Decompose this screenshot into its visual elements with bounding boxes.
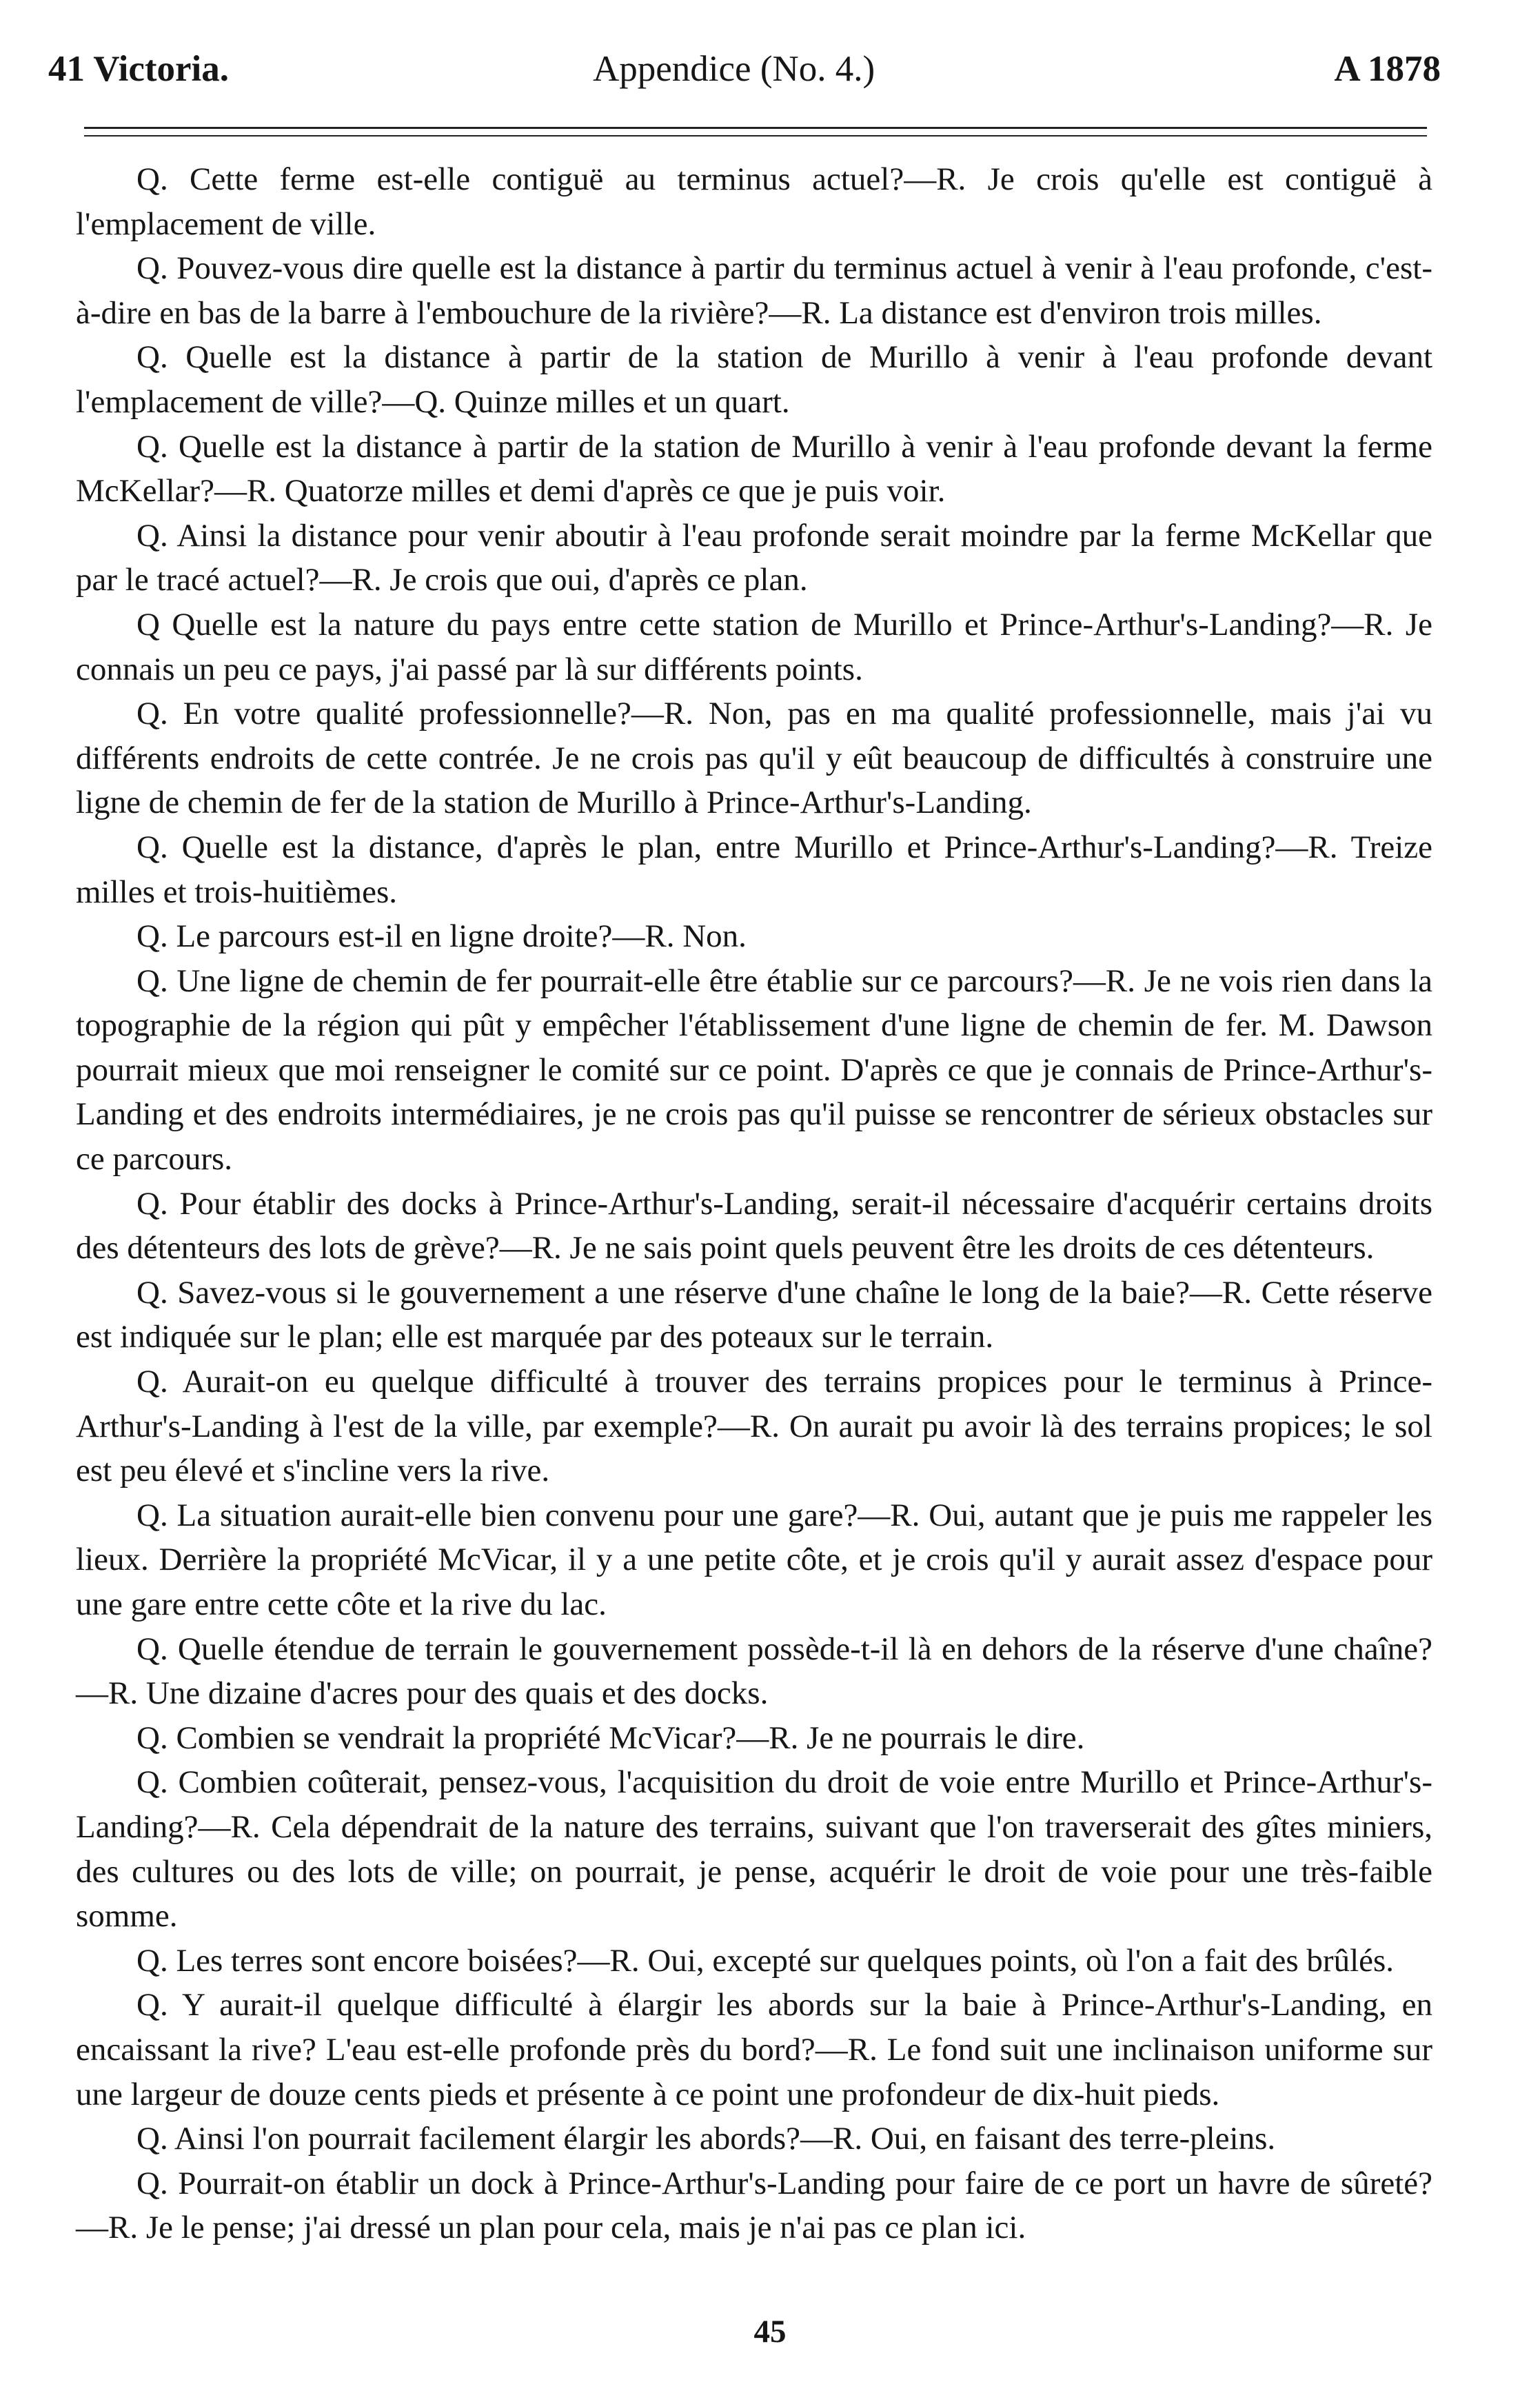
header-appendix: Appendice (No. 4.) — [593, 49, 875, 89]
paragraph: Q. Quelle est la distance à partir de la station de Murillo à venir à l'eau profonde devant la ferme McKellar?—R. Quatorze milles et demi d'après ce que je puis voir. — [76, 428, 1432, 509]
paragraph: Q. Ainsi la distance pour venir aboutir à l'eau profonde serait moindre par la ferme McKellar que par le tracé actuel?—R. Je crois que oui, d'après ce plan. — [76, 517, 1432, 598]
running-header — [34, 41, 1441, 97]
paragraph: Q. Quelle est la distance, d'après le plan, entre Murillo et Prince-Arthur's-Landing?—R. Treize milles et trois-huitièmes. — [76, 829, 1432, 910]
paragraph: Q. La situation aurait-elle bien convenu pour une gare?—R. Oui, autant que je puis me rappeler les lieux. Derrière la propriété McVicar, il y a une petite côte, et je crois qu'il y aurait assez d'espace pour une gare entre cette côte et la rive du lac. — [76, 1497, 1432, 1622]
paragraph: Q. Quelle étendue de terrain le gouvernement possède-t-il là en dehors de la réserve d'une chaîne?—R. Une dizaine d'acres pour des quais et des docks. — [76, 1630, 1432, 1712]
page-number: 45 — [753, 2314, 787, 2350]
paragraph: Q. Savez-vous si le gouvernement a une réserve d'une chaîne le long de la baie?—R. Cette réserve est indiquée sur le plan; elle est marquée par des poteaux sur le terrain. — [76, 1274, 1432, 1355]
paragraph: Q Quelle est la nature du pays entre cette station de Murillo et Prince-Arthur's-Landing?—R. Je connais un peu ce pays, j'ai passé par là sur différents points. — [76, 606, 1432, 687]
paragraph: Q. Le parcours est-il en ligne droite?—R. Non. — [136, 918, 747, 955]
paragraph: Q. Une ligne de chemin de fer pourrait-elle être établie sur ce parcours?—R. Je ne vois rien dans la topographie de la région qui pût y empêcher l'établissement d'une ligne de chemin de fer. M. Dawson pourrait mieux que moi renseigner le comité sur ce point. D'après ce que je connais de Prince-Arthur's-Landing et des endroits intermédiaires, je ne crois pas qu'il puisse se rencontrer de sérieux obstacles sur ce parcours. — [76, 962, 1432, 1178]
paragraph: Q. Quelle est la distance à partir de la station de Murillo à venir à l'eau profonde devant l'emplacement de ville?—Q. Quinze milles et un quart. — [76, 339, 1432, 420]
paragraph: Q. Y aurait-il quelque difficulté à élargir les abords sur la baie à Prince-Arthur's-Landing, en encaissant la rive? L'eau est-elle profonde près du bord?—R. Le fond suit une inclinaison uniforme sur une largeur de douze cents pieds et présente à ce point une profondeur de dix-huit pieds. — [76, 1987, 1432, 2112]
header-rule-thin — [84, 135, 1427, 137]
testimony-body — [76, 157, 1432, 2250]
paragraph: Q. Cette ferme est-elle contiguë au terminus actuel?—R. Je crois qu'elle est contiguë à l'emplacement de ville. — [76, 161, 1432, 242]
paragraph: Q. Ainsi l'on pourrait facilement élargir les abords?—R. Oui, en faisant des terre-pleins. — [136, 2121, 1276, 2157]
paragraph: Q. Pouvez-vous dire quelle est la distance à partir du terminus actuel à venir à l'eau profonde, c'est-à-dire en bas de la barre à l'embouchure de la rivière?—R. La distance est d'environ trois milles. — [76, 250, 1432, 331]
header-session: 41 Victoria. — [48, 49, 229, 89]
paragraph: Q. Pour établir des docks à Prince-Arthur's-Landing, serait-il nécessaire d'acquérir certains droits des détenteurs des lots de grève?—R. Je ne sais point quels peuvent être les droits de ces détenteurs. — [76, 1185, 1432, 1266]
paragraph: Q. Pourrait-on établir un dock à Prince-Arthur's-Landing pour faire de ce port un havre de sûreté?—R. Je le pense; j'ai dressé un plan pour cela, mais je n'ai pas ce plan ici. — [76, 2165, 1432, 2246]
header-rule-thick — [84, 127, 1427, 129]
paragraph: Q. Les terres sont encore boisées?—R. Oui, excepté sur quelques points, où l'on a fait des brûlés. — [136, 1942, 1395, 1979]
paragraph: Q. En votre qualité professionnelle?—R. Non, pas en ma qualité professionnelle, mais j'ai vu différents endroits de cette contrée. Je ne crois pas qu'il y eût beaucoup de difficultés à construire une ligne de chemin de fer de la station de Murillo à Prince-Arthur's-Landing. — [76, 696, 1432, 821]
header-year: A 1878 — [1334, 49, 1441, 89]
paragraph: Q. Combien se vendrait la propriété McVicar?—R. Je ne pourrais le dire. — [136, 1719, 1085, 1756]
paragraph: Q. Aurait-on eu quelque difficulté à trouver des terrains propices pour le terminus à Prince-Arthur's-Landing à l'est de la ville, par exemple?—R. On aurait pu avoir là des terrains propices; le sol est peu élevé et s'incline vers la rive. — [76, 1364, 1432, 1489]
paragraph: Q. Combien coûterait, pensez-vous, l'acquisition du droit de voie entre Murillo et Prince-Arthur's-Landing?—R. Cela dépendrait de la nature des terrains, suivant que l'on traverserait des gîtes miniers, des cultures ou des lots de ville; on pourrait, je pense, acquérir le droit de voie pour une très-faible somme. — [76, 1764, 1432, 1935]
